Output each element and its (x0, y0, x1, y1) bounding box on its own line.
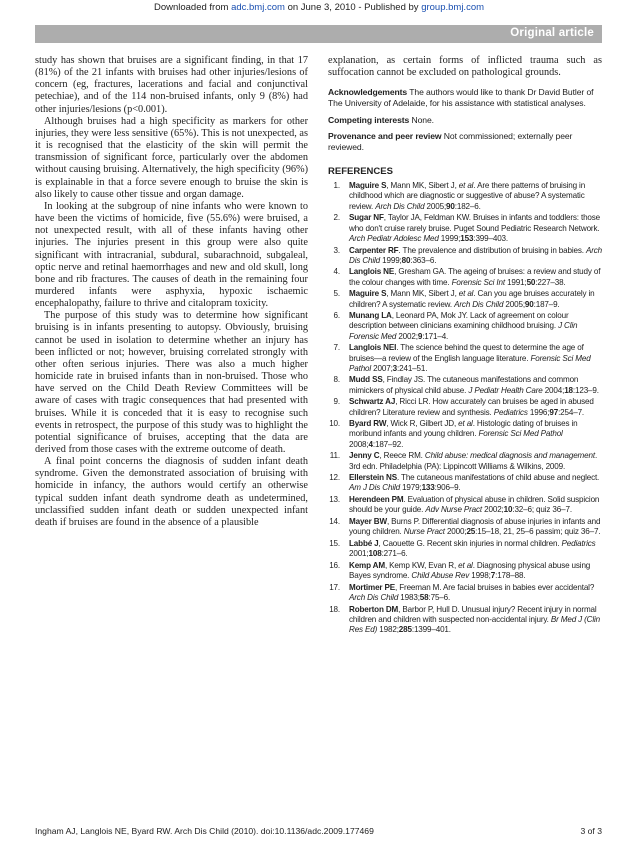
ref-pages: :182–6. (454, 201, 481, 211)
acknowledgements-text: The authors would like to thank Dr David Butler of The University of Adelaide, for his assistance with statistical analyses. (328, 87, 594, 108)
ref-pages: :254–7. (558, 407, 585, 417)
ref-journal: Forensic Sci Int (451, 277, 505, 287)
ref-pages: :75–6. (428, 593, 451, 602)
body-paragraph: The purpose of this study was to determine how significant bruising is in infants presenting to autopsy. Obviously, bruising cannot be used in isolation to determine whether an injury has been inflicted or not; however, bruising correlated strongly with other often serious injuries. There was also a much higher homicide rate in bruised infants than in non-bruised. Those who have served on the Child Death Review Committees will be aware of cases with tragic consequences that had presented with bruises. While it is conceded that it is easy to recognise such events in retrospect, the purpose of this study was to highlight the potential significance of bruises, accepting that the data are derived from those cases with the extreme outcome of death. (35, 310, 308, 455)
ref-year: . 3rd edn. Philadelphia (PA): Lippincott Williams & Wilkins, 2009. (349, 451, 598, 471)
ref-volume: 4 (368, 439, 373, 449)
ref-year: 1991; (504, 277, 527, 287)
ref-text: , Caouette G. Recent skin injuries in normal children. (378, 538, 562, 548)
body-paragraph: Although bruises had a high specificity as markers for other injuries, they were less sensitive (65%). This is not unexpected, as it is recognised that the elasticity of the skin will permit the transmission of significant force, particularly over the abdomen without causing bruising. Alternatively, the high specificity (96%) is explainable in that a force severe enough to bruise the skin is also likely to cause other tissue and organ damage. (35, 115, 308, 200)
reference-item (328, 539, 602, 559)
ref-journal: Adv Nurse Pract (425, 505, 483, 515)
ref-number: 4. (333, 267, 340, 277)
ref-volume: 25 (466, 527, 476, 537)
ref-pages: :123–9. (572, 385, 599, 395)
ref-text: , Reece RM. (379, 451, 425, 461)
ref-pages: :187–9. (533, 299, 560, 309)
ref-year: 2008; (349, 439, 369, 449)
ref-author: Carpenter RF (349, 245, 399, 255)
ref-text: , Mann MK, Sibert J, (386, 181, 459, 191)
ref-number: 12. (329, 473, 340, 483)
ref-volume: 90 (524, 299, 534, 309)
ref-author: Langlois NEI (349, 343, 397, 353)
ref-year: 1983; (398, 593, 420, 602)
provenance-label: Provenance and peer review (328, 131, 442, 142)
ref-text: . The prevalence and distribution of bruising in babies. (398, 245, 586, 255)
reference-item (328, 561, 602, 581)
banner-date: on June 3, 2010 - Published by (287, 2, 419, 13)
ref-journal: Arch Pediatr Adolesc Med (349, 233, 439, 243)
ref-author: Schwartz AJ (349, 397, 396, 407)
ref-number: 10. (329, 419, 340, 429)
reference-item (328, 181, 602, 212)
ref-number: 6. (333, 311, 340, 321)
ref-journal: Pediatrics (561, 538, 596, 548)
ref-volume: 285 (398, 625, 412, 635)
ref-journal: Nurse Pract (403, 527, 445, 537)
ref-author: Mudd SS (349, 375, 383, 385)
ref-volume: 97 (549, 407, 559, 417)
ref-pages: :399–403. (473, 233, 509, 243)
ref-number: 17. (329, 582, 340, 592)
ref-text: , Gresham GA. The ageing of bruises: a review and study of the colour changes with time. (349, 267, 601, 287)
ref-pages: :187–92. (372, 439, 404, 449)
ref-pages: :227–38. (535, 277, 566, 287)
section-label: Original article (510, 27, 594, 39)
ref-number: 1. (333, 181, 340, 191)
ref-et-al: et al (458, 560, 473, 570)
ref-journal: J Clin Forensic Med (349, 321, 578, 341)
ref-pages: :32–6; quiz 36–7. (512, 505, 572, 515)
ref-author: Kemp AM (349, 560, 385, 570)
ref-journal: Forensic Sci Med Pathol (349, 353, 591, 373)
ref-number: 9. (333, 397, 340, 407)
competing-interests-label: Competing interests (328, 114, 410, 125)
body-paragraph: In looking at the subgroup of nine infants who were known to have been the victims of homicide, five (55.6%) were bruised, a not unexpected result, with all of these infants having other injuries. The injuries present in this group were also quite significant with intracranial, subdural, subarachnoid, subgaleal, optic nerve and retinal haemorrhages and new and old skull, long bone and rib fractures. The causes of death in the remaining four murdered infants were asphyxia, hypoxic ischaemic encephalopathy, failure to thrive and citalopram toxicity. (35, 200, 308, 310)
ref-text: , Taylor JA, Feldman KW. Bruises in infants and toddlers: those who don't cruise rarely bruise. Puget Sound Pediatric Research Network. (349, 213, 601, 233)
ref-year: 2000; (444, 527, 467, 537)
ref-number: 15. (329, 538, 340, 548)
ref-pages: :171–4. (422, 331, 449, 341)
ref-author: Sugar NF (349, 213, 384, 223)
ref-author: Jenny C (349, 451, 380, 461)
ref-pages: :178–88. (495, 571, 526, 581)
ref-volume: 18 (564, 385, 573, 395)
ref-number: 3. (333, 245, 340, 255)
ref-journal: Am J Dis Child (349, 483, 400, 493)
ref-year: 1979; (399, 483, 422, 493)
ref-volume: 58 (419, 593, 429, 602)
ref-number: 13. (329, 495, 340, 505)
ref-title: . Can you age bruises accurately in children? A systematic review. (349, 289, 595, 309)
ref-pages: :1399–401. (411, 625, 451, 635)
ref-author: Maguire S (349, 289, 387, 299)
ref-volume: 153 (460, 233, 474, 243)
ref-author: Labbé J (349, 538, 379, 548)
ref-author: Maguire S (349, 181, 387, 191)
ref-year: 1982; (377, 625, 399, 635)
ref-et-al: et al (458, 181, 474, 191)
reference-item (328, 213, 602, 244)
ref-text: , Findlay JS. The cutaneous manifestations and common mimickers of physical child abuse. (349, 375, 579, 395)
reference-item (328, 343, 602, 374)
provenance (328, 131, 602, 152)
ref-text: , Ricci LR. How accurately can bruises be aged in abused children? Literature review and synthesis. (349, 397, 594, 417)
reference-item (328, 605, 602, 636)
ref-author: Byard RW (349, 419, 387, 429)
ref-text: , Freeman M. Are facial bruises in babies ever accidental? (395, 582, 595, 592)
ref-text: , Barbor P, Hull D. Unusual injury? Recent injury in normal children and children with suspected non-accidental injury. (349, 604, 597, 624)
ref-year: 1999; (380, 255, 402, 265)
ref-volume: 10 (503, 505, 513, 515)
provenance-text: Not commissioned; externally peer reviewed. (328, 131, 573, 152)
ref-volume: 108 (368, 549, 382, 559)
body-paragraph: A final point concerns the diagnosis of sudden infant death syndrome. Given the demonstrated association of bruising with homicide in infancy, the authors would certify an otherwise typical sudden infant death syndrome death as undetermined, unclassified sudden infant death or sudden unexpected infant death if bruises are found in the absence of a plausible (35, 456, 308, 528)
footer-citation: Ingham AJ, Langlois NE, Byard RW. Arch Dis Child (2010). doi:10.1136/adc.2009.177469 (35, 826, 374, 836)
ref-year: 1998; (469, 571, 491, 581)
ref-year: 2005; (503, 299, 525, 309)
ref-title: . Diagnosing physical abuse using Bayes syndrome. (349, 560, 591, 581)
ref-journal: Child abuse: medical diagnosis and management (424, 451, 595, 461)
ref-journal: Br Med J (Clin Res Ed) (349, 614, 601, 635)
ref-number: 11. (329, 451, 340, 461)
ref-number: 18. (329, 604, 340, 614)
ref-year: 2004; (542, 385, 565, 395)
ref-volume: 80 (401, 255, 411, 265)
ref-journal: Forensic Sci Med Pathol (478, 429, 563, 439)
ref-number: 16. (329, 560, 340, 570)
ref-journal: J Pediatr Health Care (468, 385, 543, 395)
reference-item (328, 473, 602, 493)
ref-year: 2005; (424, 201, 447, 211)
ref-journal: Arch Dis Child (349, 245, 603, 265)
continuation-paragraph: explanation, as certain forms of inflicted trauma such as suffocation cannot be excluded on pathological grounds. (328, 55, 602, 79)
ref-text: , Leonard PA, Mok JY. Lack of agreement on colour description between clinicians examining childhood bruising. (349, 311, 569, 331)
references-heading: REFERENCES (328, 166, 393, 178)
section-header-bar (35, 25, 602, 43)
competing-interests (328, 115, 602, 126)
ref-et-al: et al (458, 419, 473, 429)
ref-author: Herendeen PM (349, 495, 404, 505)
ref-journal: Arch Dis Child (454, 299, 504, 309)
left-column (35, 55, 308, 529)
ref-author: Munang LA (349, 311, 392, 321)
ref-text: , Mann MK, Sibert J, (386, 289, 459, 299)
reference-item (328, 397, 602, 417)
ref-volume: 3 (392, 363, 398, 373)
acknowledgements (328, 87, 602, 108)
reference-item (328, 495, 602, 515)
ref-number: 5. (333, 289, 340, 299)
download-banner (0, 2, 638, 13)
ref-journal: Arch Dis Child (375, 201, 425, 211)
ref-pages: :271–6. (381, 549, 408, 559)
ref-pages: :363–6. (410, 255, 437, 265)
ref-year: 2007; (371, 363, 393, 373)
ref-journal: Pediatrics (493, 407, 528, 417)
ref-author: Mayer BW (349, 517, 387, 527)
ref-number: 8. (333, 375, 340, 385)
ref-journal: Child Abuse Rev (411, 571, 470, 581)
reference-item (328, 583, 602, 603)
banner-publisher-link[interactable]: group.bmj.com (421, 2, 485, 13)
reference-item (328, 419, 602, 450)
ref-year: 2002; (396, 331, 418, 341)
ref-year: 1999; (438, 233, 461, 243)
ref-author: Langlois NE (349, 267, 395, 277)
ref-author: Roberton DM (349, 604, 399, 614)
ref-text: , Wick R, Gilbert JD, (386, 419, 459, 429)
ref-pages: :15–18, 21, 25–6 passim; quiz 36–7. (475, 527, 601, 537)
ref-volume: 90 (446, 201, 455, 211)
body-paragraph: study has shown that bruises are a significant finding, in that 17 (81%) of the 21 infants with bruises had other injuries/lesions of concern (eg, fractures, lacerations and facial and conjunctival petechiae), and of the 114 non-bruised infants, only 9 (8%) had other injuries/lesions (p<0.001). (35, 55, 308, 115)
reference-item (328, 267, 602, 287)
competing-interests-text: None. (411, 114, 434, 125)
right-column (328, 55, 602, 637)
banner-site-link[interactable]: adc.bmj.com (231, 2, 285, 13)
ref-year: 1996; (527, 407, 550, 417)
reference-item (328, 517, 602, 537)
ref-volume: 9 (417, 331, 423, 341)
ref-title: . Histologic dating of bruises in moribund infants and young children. (349, 419, 578, 439)
page-number: 3 of 3 (580, 826, 602, 836)
ref-journal: Arch Dis Child (349, 593, 399, 602)
ref-author: Ellerstein NS (349, 473, 397, 483)
banner-prefix: Downloaded from (153, 2, 229, 13)
ref-title: . Are there patterns of bruising in childhood which are diagnostic or suggestive of abuse? A systematic review. (349, 181, 586, 211)
ref-text: , Burns P. Differential diagnosis of abuse injuries in infants and young children. (349, 517, 601, 537)
ref-volume: 133 (421, 483, 435, 493)
ref-year: 2002; (482, 505, 504, 515)
reference-item (328, 311, 602, 342)
reference-item (328, 451, 602, 471)
ref-text: . Evaluation of physical abuse in children. Solid suspicion should be your guide. (349, 495, 600, 515)
ref-volume: 7 (490, 571, 496, 581)
ref-author: Mortimer PE (349, 582, 396, 592)
ref-number: 14. (329, 517, 340, 527)
ref-number: 2. (333, 213, 340, 223)
ref-text: . The cutaneous manifestations of child abuse and neglect. (396, 473, 600, 483)
ref-et-al: et al (458, 289, 474, 299)
reference-item (328, 375, 602, 395)
ref-year: 2001; (349, 549, 369, 559)
ref-text: , Kemp KW, Evan R, (384, 560, 459, 570)
acknowledgements-label: Acknowledgements (328, 87, 408, 98)
ref-volume: 50 (526, 277, 536, 287)
ref-number: 7. (333, 343, 340, 353)
ref-text: . The science behind the quest to determine the age of bruises—a review of the English language literature. (349, 343, 584, 363)
ref-pages: :906–9. (434, 483, 461, 493)
ref-pages: :241–51. (397, 363, 428, 373)
reference-item (328, 246, 602, 266)
references-list (328, 181, 602, 635)
reference-item (328, 289, 602, 309)
